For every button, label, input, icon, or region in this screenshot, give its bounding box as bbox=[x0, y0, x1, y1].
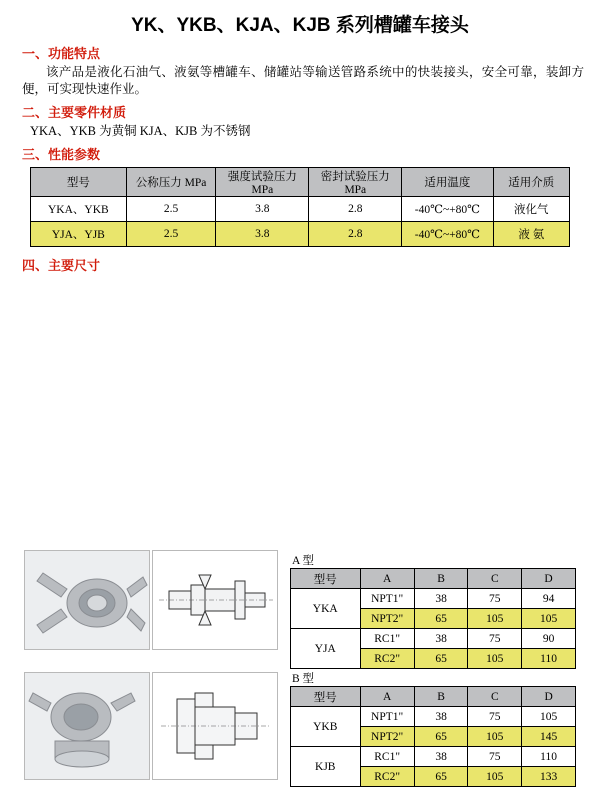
cell-b: 38 bbox=[414, 629, 468, 649]
coupling-drawing-b bbox=[152, 672, 278, 780]
header-cell-model: 型号 bbox=[31, 168, 127, 197]
section-1-heading: 一、功能特点 bbox=[22, 46, 101, 61]
cell-seal-pressure: 2.8 bbox=[309, 197, 402, 222]
header-cell-temperature: 适用温度 bbox=[402, 168, 493, 197]
cell-b: 65 bbox=[414, 609, 468, 629]
table-header-row bbox=[291, 569, 576, 589]
type-a-dimensions-table bbox=[290, 568, 576, 669]
header-cell-strength-pressure: 强度试验压力 MPa bbox=[216, 168, 309, 197]
table-row bbox=[291, 747, 576, 767]
header-cell-seal-pressure: 密封试验压力 MPa bbox=[309, 168, 402, 197]
cell-a: NPT2" bbox=[360, 609, 414, 629]
cell-d: 94 bbox=[522, 589, 576, 609]
header-cell-a: A bbox=[360, 687, 414, 707]
section-3-heading: 三、性能参数 bbox=[22, 147, 101, 162]
cell-c: 105 bbox=[468, 609, 522, 629]
header-cell-model: 型号 bbox=[291, 569, 361, 589]
section-2-heading: 二、主要零件材质 bbox=[22, 105, 127, 120]
cell-model: YKB bbox=[291, 707, 361, 747]
header-cell-nominal-pressure: 公称压力 MPa bbox=[126, 168, 216, 197]
cell-medium: 液化气 bbox=[493, 197, 569, 222]
cell-medium: 液 氨 bbox=[493, 222, 569, 247]
header-cell-d: D bbox=[522, 569, 576, 589]
cell-model: YJA、YJB bbox=[31, 222, 127, 247]
cell-temperature: -40℃~+80℃ bbox=[402, 222, 493, 247]
cell-d: 105 bbox=[522, 707, 576, 727]
cell-model: YJA bbox=[291, 629, 361, 669]
section-1-text: 该产品是液化石油气、液氨等槽罐车、储罐站等输送管路系统中的快装接头，安全可靠，装卸方便，可实现快速作业。 bbox=[22, 65, 584, 96]
table-row bbox=[291, 629, 576, 649]
cell-a: RC1" bbox=[360, 747, 414, 767]
cell-d: 105 bbox=[522, 609, 576, 629]
section-4-heading: 四、主要尺寸 bbox=[22, 258, 101, 273]
cell-model: YKA bbox=[291, 589, 361, 629]
cell-nominal-pressure: 2.5 bbox=[126, 222, 216, 247]
cell-d: 110 bbox=[522, 649, 576, 669]
cell-a: NPT2" bbox=[360, 727, 414, 747]
cell-a: RC2" bbox=[360, 649, 414, 669]
table-row bbox=[291, 707, 576, 727]
cell-b: 65 bbox=[414, 727, 468, 747]
cell-a: RC1" bbox=[360, 629, 414, 649]
cell-c: 105 bbox=[468, 767, 522, 787]
cell-model: YKA、YKB bbox=[31, 197, 127, 222]
cell-b: 65 bbox=[414, 649, 468, 669]
header-cell-b: B bbox=[414, 687, 468, 707]
cell-a: NPT1" bbox=[360, 589, 414, 609]
cell-a: NPT1" bbox=[360, 707, 414, 727]
performance-table-wrapper bbox=[30, 167, 600, 247]
cell-d: 145 bbox=[522, 727, 576, 747]
table-row bbox=[291, 589, 576, 609]
header-cell-a: A bbox=[360, 569, 414, 589]
table-row bbox=[31, 222, 570, 247]
cell-c: 105 bbox=[468, 727, 522, 747]
type-b-dimensions-table bbox=[290, 686, 576, 787]
header-cell-model: 型号 bbox=[291, 687, 361, 707]
cell-b: 38 bbox=[414, 747, 468, 767]
cell-nominal-pressure: 2.5 bbox=[126, 197, 216, 222]
header-cell-c: C bbox=[468, 569, 522, 589]
header-cell-c: C bbox=[468, 687, 522, 707]
cell-b: 38 bbox=[414, 707, 468, 727]
coupling-photo-b bbox=[24, 672, 150, 780]
cell-temperature: -40℃~+80℃ bbox=[402, 197, 493, 222]
type-a-label: A 型 bbox=[292, 555, 315, 567]
cell-c: 75 bbox=[468, 629, 522, 649]
cell-model: KJB bbox=[291, 747, 361, 787]
header-cell-b: B bbox=[414, 569, 468, 589]
cell-c: 75 bbox=[468, 589, 522, 609]
table-row bbox=[31, 197, 570, 222]
table-header-row bbox=[31, 168, 570, 197]
page-title: YK、YKB、KJA、KJB 系列槽罐车接头 bbox=[131, 15, 469, 36]
coupling-drawing-a bbox=[152, 550, 278, 650]
performance-table bbox=[30, 167, 570, 247]
section-2-text: YKA、YKB 为黄铜 KJA、KJB 为不锈钢 bbox=[30, 124, 251, 138]
header-cell-medium: 适用介质 bbox=[493, 168, 569, 197]
cell-a: RC2" bbox=[360, 767, 414, 787]
cell-d: 90 bbox=[522, 629, 576, 649]
type-b-label: B 型 bbox=[292, 673, 315, 685]
cell-c: 105 bbox=[468, 649, 522, 669]
document-page bbox=[0, 10, 600, 783]
cell-d: 110 bbox=[522, 747, 576, 767]
coupling-photo-a bbox=[24, 550, 150, 650]
cell-b: 65 bbox=[414, 767, 468, 787]
cell-c: 75 bbox=[468, 747, 522, 767]
table-header-row bbox=[291, 687, 576, 707]
cell-c: 75 bbox=[468, 707, 522, 727]
cell-strength-pressure: 3.8 bbox=[216, 222, 309, 247]
cell-d: 133 bbox=[522, 767, 576, 787]
header-cell-d: D bbox=[522, 687, 576, 707]
cell-strength-pressure: 3.8 bbox=[216, 197, 309, 222]
cell-b: 38 bbox=[414, 589, 468, 609]
cell-seal-pressure: 2.8 bbox=[309, 222, 402, 247]
